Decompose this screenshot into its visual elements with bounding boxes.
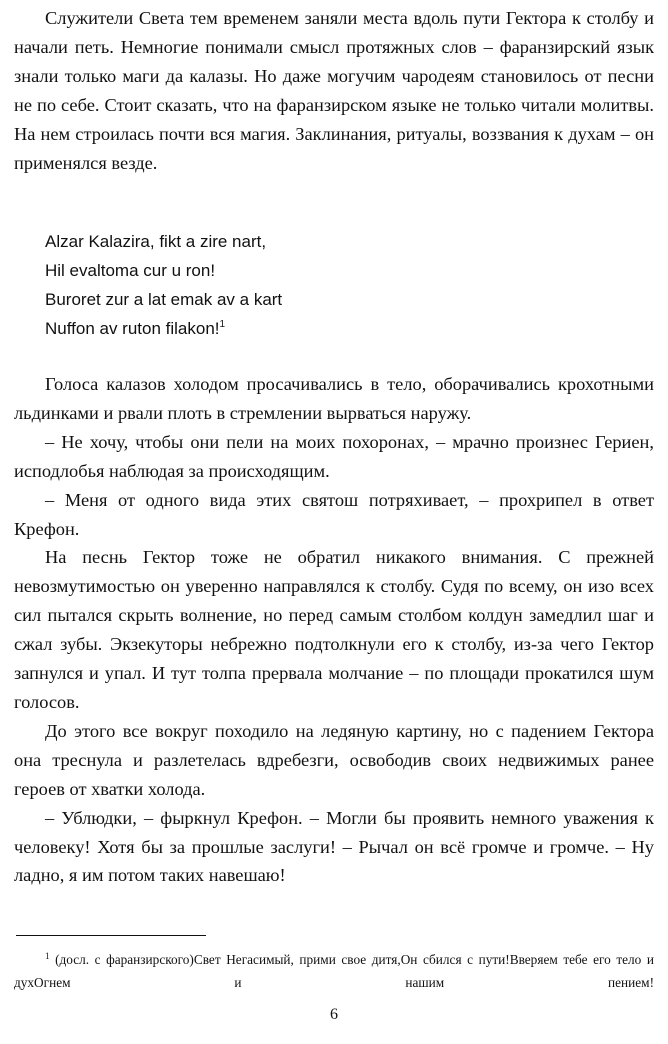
dialogue-paragraph: – Не хочу, чтобы они пели на моих похоронах, – мрачно произнес Гериен, исподлобья наблюдая за происходящим. xyxy=(14,431,654,481)
footnote-mark: 1 xyxy=(45,951,50,961)
footnote xyxy=(14,948,654,994)
dialogue-paragraph: – Меня от одного вида этих святош потряхивает, – прохрипел в ответ Крефон. xyxy=(14,489,654,539)
footnote-text: (досл. с фаранзирского)Свет Негасимый, прими свое дитя,Он сбился с пути!Вверяем тебе его тело и духОгнем и нашим пением! xyxy=(14,952,654,990)
body-text-top xyxy=(14,4,654,177)
poem-line: Buroret zur a lat emak av a kart xyxy=(45,290,283,309)
body-text-bottom xyxy=(14,370,654,890)
page-number: 6 xyxy=(330,1006,338,1023)
poem-line: Hil evaltoma cur u ron! xyxy=(45,261,216,280)
poem-line: Alzar Kalazira, fikt a zire nart, xyxy=(45,232,267,251)
poem-line-last xyxy=(45,314,282,343)
footnote-reference: 1 xyxy=(219,319,226,330)
dialogue-paragraph: – Ублюдки, – фыркнул Крефон. – Могли бы проявить немного уважения к человеку! Хотя бы за прошлые заслуги! – Рычал он всё громче и громче. – Ну ладно, я им потом таких навешаю! xyxy=(14,807,654,886)
poem-line-text: Nuffon av ruton filakon! xyxy=(45,319,220,338)
paragraph: Служители Света тем временем заняли места вдоль пути Гектора к столбу и начали петь. Немногие понимали смысл протяжных слов – фаранзирский язык знали только маги да калазы. Но даже могучим чародеям становилось от песни не по себе. Стоит сказать, что на фаранзирском языке не только читали молитвы. На нем строилась почти вся магия. Заклинания, ритуалы, воззвания к духам – он применялся везде. xyxy=(14,8,654,173)
footnote-body xyxy=(14,948,654,994)
poem xyxy=(45,227,282,343)
paragraph: До этого все вокруг походило на ледяную картину, но с падением Гектора она треснула и разлетелась вдребезги, освободив своих недвижимых ранее героев от хватки холода. xyxy=(14,720,654,799)
paragraph: На песнь Гектор тоже не обратил никакого внимания. С прежней невозмутимостью он уверенно направлялся к столбу. Судя по всему, он изо всех сил пытался скрыть волнение, но перед самым столбом колдун замедлил шаг и сжал зубы. Экзекуторы небрежно подтолкнули его к столбу, из-за чего Гектор запнулся и упал. И тут толпа прервала молчание – по площади прокатился шум голосов. xyxy=(14,547,654,712)
footnote-divider xyxy=(16,935,206,936)
paragraph: Голоса калазов холодом просачивались в тело, оборачивались крохотными льдинками и рвали плоть в стремлении вырваться наружу. xyxy=(14,374,654,423)
